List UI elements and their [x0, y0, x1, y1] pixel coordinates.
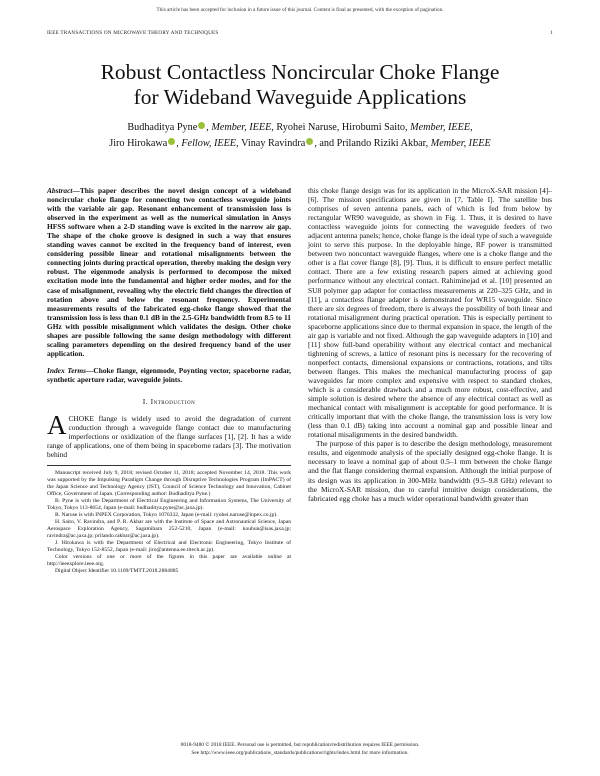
footnote: R. Naruse is with INPEX Corporation, Tokyo 1076332, Japan (e-mail: ryohei.naruse@inpex.co.jp). [55, 512, 278, 519]
top-acceptance-note: This article has been accepted for inclusion in a future issue of this journal. Content is final as presented, with the exception of pagination. [156, 7, 444, 13]
footnote: J. Hirokawa is with the Department of Electrical and Electronic Engineering, Tokyo Institute of Technology, Tokyo 152-8552, Japan (e-mail: jiro@antenna.ee.titech.ac.jp). [47, 540, 291, 554]
author-name: Jiro Hirokawa [109, 138, 168, 149]
body-paragraph: The purpose of this paper is to describe the design methodology, measurement results, and eigenmode analysis of the specially designed egg-choke flange. It is necessary to leave a nominal gap of about 0.5–1 mm between the choke flange and the flat flange considering thermal expansion. Although the initial purpose of its design was its application in 300-MHz bandwidth (9.5–9.8 GHz) relevant to the MicroX-SAR mission, due to careful intuitive design considerations, the fabricated egg choke has a much wider operational bandwidth greater than [308, 439, 552, 503]
author-name: Ryohei Naruse, Hirobumi Saito, [276, 122, 411, 133]
body-paragraph: this choke flange design was for its application in the MicroX-SAR mission [4]–[6]. The mission specifications are given in [7, Table I]. The satellite bus comprises of seven antenna panels, each of which is fed from below by rectangular WR90 waveguide, as shown in Fig. 1. Thus, it is desired to have contactless waveguide joints for connecting the waveguide feeders of two adjacent antenna panels; hence, choke flange is the ideal type of such a waveguide joint to serve this purpose. In the deployable hinge, RF power is transmitted between two noncontact waveguide flanges, where one is a choke flange and the other is a flat cover flange [8], [9]. Thus, it is difficult to ensure perfect metallic contact. There are a few existing research papers aimed at achieving good performance without any electrical contact. Rahiminejad et al. [10] presented an SU8 polymer gap adapter for contactless measurements at 220–325 GHz, and in [11], a contactless flange adapter is demonstrated for WR15 waveguide. Since there are six degrees of freedom, there is always the possibility of both linear and rotational misalignment during practical operation. This is especially pertinent to spaceborne applications since due to thermal expansion in space, the length of the air gap is variable and not fixed. Although the gap waveguide adapters in [10] and [11] show full-band operability without any electrical contact and mechanical tightening of screws, a lattice of resonant pins is necessary for the recovering of nonperfect contacts, dimensional expansions or contractions, rotations, and tilts between flanges. This makes the mechanical manufacturing process of gap waveguides far more complex and expensive with respect to standard chokes, which is a considerable drawback and a much more robust, cost-effective, and simple solution is desired where the absence of any electrical contact as well as mechanical contact with misalignment is acceptable for good performance. It is critically important that with the choke flange, the transmission loss is very low (less than 0.1 dB) taking into account a nominal gap and possible linear and rotational misalignments in the desired bandwidth. [308, 186, 552, 440]
footnote: B. Pyne is with the Department of Electrical Engineering and Information Systems, The University of Tokyo, Tokyo 113-8654, Japan (e-mail: budhaditya.pyne@ac.jaxa.jp). [47, 498, 291, 512]
paper-title [47, 60, 553, 110]
orcid-icon[interactable] [198, 122, 205, 129]
left-column [47, 186, 291, 575]
intro-text: flange is widely used to avoid the degradation of current conduction through a waveguide flange contact due to manufacturing imperfections or oxidization of the flange surfaces [1], [2]. It has a wide range of applications, one of them being in spaceborne radars [3]. The motivation behind [47, 414, 291, 460]
title-line-1: Robust Contactless Noncircular Choke Flange [100, 60, 500, 84]
footer-line-1: 0018-9480 © 2018 IEEE. Personal use is permitted, but republication/redistribution requires IEEE permission. [180, 742, 420, 748]
page-number: 1 [550, 30, 553, 36]
author-affiliation-grade: Member, IEEE [430, 138, 491, 149]
footnote-divider [47, 465, 291, 466]
running-head [47, 30, 553, 36]
author-line-1 [47, 120, 553, 136]
drop-cap: A [47, 410, 67, 441]
orcid-icon[interactable] [306, 138, 313, 145]
abstract [47, 186, 291, 358]
footnote: Manuscript received July 9, 2018; revised October 11, 2018; accepted November 14, 2018. This work was supported by the Impulsing Paradigm Change through Disruptive Technologies Program (ImPACT) of the Japan Science and Technology Agency (JST), Council of Science Technology and Innovation, Cabinet Office, Government of Japan. (Corresponding author: Budhaditya Pyne.) [47, 470, 291, 498]
journal-name: IEEE TRANSACTIONS ON MICROWAVE THEORY AND TECHNIQUES [47, 30, 219, 36]
index-terms-label: Index Terms [47, 365, 86, 375]
author-affiliation-grade: , Fellow, IEEE, [176, 138, 242, 149]
author-line-2 [47, 136, 553, 152]
footnote: H. Saito, V. Ravindra, and P. R. Akbar are with the Institute of Space and Astronautical Science, Japan Aerospace Exploration Agency, Sagamihara 252-5210, Japan (e-mail: koubun@isas.jaxa.jp; ravindra@ac.jaxa.jp; prilando.rakbar@ac.jaxa.jp). [47, 519, 291, 540]
author-name: Budhaditya Pyne [127, 122, 198, 133]
author-name: Vinay Ravindra [241, 138, 306, 149]
footnote-doi: Digital Object Identifier 10.1109/TMTT.2018.2884885 [55, 568, 179, 575]
intro-lead-word: CHOKE [68, 414, 94, 424]
right-column [308, 186, 552, 503]
copyright-footer [0, 741, 600, 757]
index-terms [47, 366, 291, 384]
author-list [47, 120, 553, 152]
index-terms-text: —Choke flange, eigenmode, Poynting vector, spaceborne radar, synthetic aperture radar, waveguide joints. [47, 365, 292, 384]
intro-paragraph [47, 410, 291, 460]
title-line-2: for Wideband Waveguide Applications [133, 85, 467, 109]
orcid-icon[interactable] [168, 138, 175, 145]
abstract-text: —This paper describes the novel design concept of a wideband noncircular choke flange for connecting two contactless waveguide joints with the variable air gap. Resonant enhancement of transmission loss is observed in the experiment as well as the numerical simulation in Ansys HFSS software when a 2-D standing wave is excited in the narrow air gap. The shape of the choke groove is designed in such a way that ensures standing waves cannot be excited in the frequency band of interest, even considering possible linear and rotational misalignments between the connecting joints during practical operation, thereby making the design very robust. The eigenmode analysis is performed to decompose the mixed excitation mode into the fundamental and higher order modes, and for the case of misalignment, revealing why the electric field changes the direction of rotation above and below the resonant frequency. Experimental measurements results of the fabricated egg-choke flange showed that the transmission loss is less than 0.1 dB in the 2.5-GHz bandwidth from 8.5 to 11 GHz with possible misalignment which validates the design. Other choke shapes are possible following the same design methodology with different scaling parameters depending on the desired frequency band of the user application. [47, 186, 291, 358]
author-name: , and Prilando Riziki Akbar, [314, 138, 431, 149]
section-heading: I. Introduction [142, 396, 196, 406]
author-affiliation-grade: Member, IEEE, [410, 122, 473, 133]
footer-line-2: See http://www.ieee.org/publications_standards/publications/rights/index.html for more information. [191, 750, 409, 756]
author-affiliation-grade: , Member, IEEE, [206, 122, 277, 133]
footnote: Color versions of one or more of the figures in this paper are available online at http://ieeexplore.ieee.org. [47, 554, 291, 568]
footnotes [47, 470, 291, 575]
abstract-label: Abstract [47, 186, 73, 195]
